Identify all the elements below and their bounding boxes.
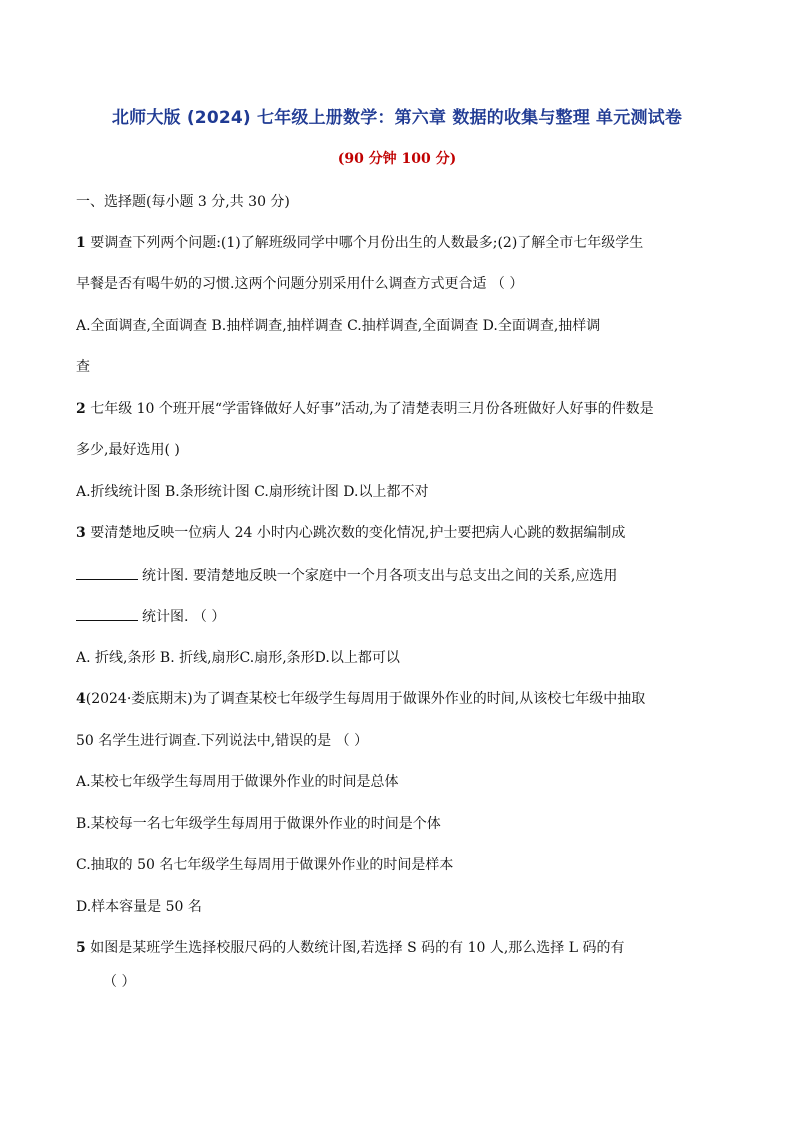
question-4-line-1: 4(2024·娄底期末)为了调查某校七年级学生每周用于做课外作业的时间,从该校七年级中抽取 (76, 691, 646, 707)
question-1-options: A.全面调查,全面调查 B.抽样调查,抽样调查 C.抽样调查,全面调查 D.全面调查,抽样调 (76, 318, 601, 334)
question-1-line-1: 1 要调查下列两个问题:(1)了解班级同学中哪个月份出生的人数最多;(2)了解全市七年级学生 (76, 235, 644, 251)
section-heading: 一、选择题(每小题 3 分,共 30 分) (76, 194, 290, 210)
question-4-option-c: C.抽取的 50 名七年级学生每周用于做课外作业的时间是样本 (76, 857, 454, 873)
question-1-line-2: 早餐是否有喝牛奶的习惯.这两个问题分别采用什么调查方式更合适 （ ） (76, 276, 524, 292)
question-3-line-3: 统计图. （ ） (76, 606, 724, 627)
question-4-option-d: D.样本容量是 50 名 (76, 899, 202, 915)
question-2-line-1: 2 七年级 10 个班开展“学雷锋做好人好事”活动,为了清楚表明三月份各班做好人好事的件数是 (76, 401, 654, 417)
question-3-number: 3 (76, 525, 86, 541)
question-4-line-2: 50 名学生进行调查.下列说法中,错误的是 （ ） (76, 733, 369, 749)
question-2-number: 2 (76, 401, 86, 417)
question-4-option-a: A.某校七年级学生每周用于做课外作业的时间是总体 (76, 774, 399, 790)
question-5-line-2: （ ） (103, 974, 136, 990)
question-4-option-b: B.某校每一名七年级学生每周用于做课外作业的时间是个体 (76, 816, 441, 832)
page-title: 北师大版 (2024) 七年级上册数学：第六章 数据的收集与整理 单元测试卷 (111, 108, 683, 128)
question-4-number: 4 (76, 691, 86, 707)
answer-blank-1 (76, 565, 138, 580)
question-2-options: A.折线统计图 B.条形统计图 C.扇形统计图 D.以上都不对 (76, 484, 429, 500)
question-1-options-wrap: 查 (76, 359, 90, 375)
question-5-line-1: 5 如图是某班学生选择校服尺码的人数统计图,若选择 S 码的有 10 人,那么选择 L 码的有 (76, 940, 625, 956)
question-5-number: 5 (76, 940, 86, 956)
question-1-number: 1 (76, 235, 86, 251)
question-3-line-2: 统计图. 要清楚地反映一个家庭中一个月各项支出与总支出之间的关系,应选用 (76, 565, 724, 586)
question-3-line-1: 3 要清楚地反映一位病人 24 小时内心跳次数的变化情况,护士要把病人心跳的数据编制成 (76, 525, 626, 541)
question-2-line-2: 多少,最好选用( ) (76, 442, 180, 458)
exam-time-score: (90 分钟 100 分) (337, 151, 457, 167)
answer-blank-2 (76, 606, 138, 621)
question-3-options: A. 折线,条形 B. 折线,扇形C.扇形,条形D.以上都可以 (76, 650, 400, 666)
